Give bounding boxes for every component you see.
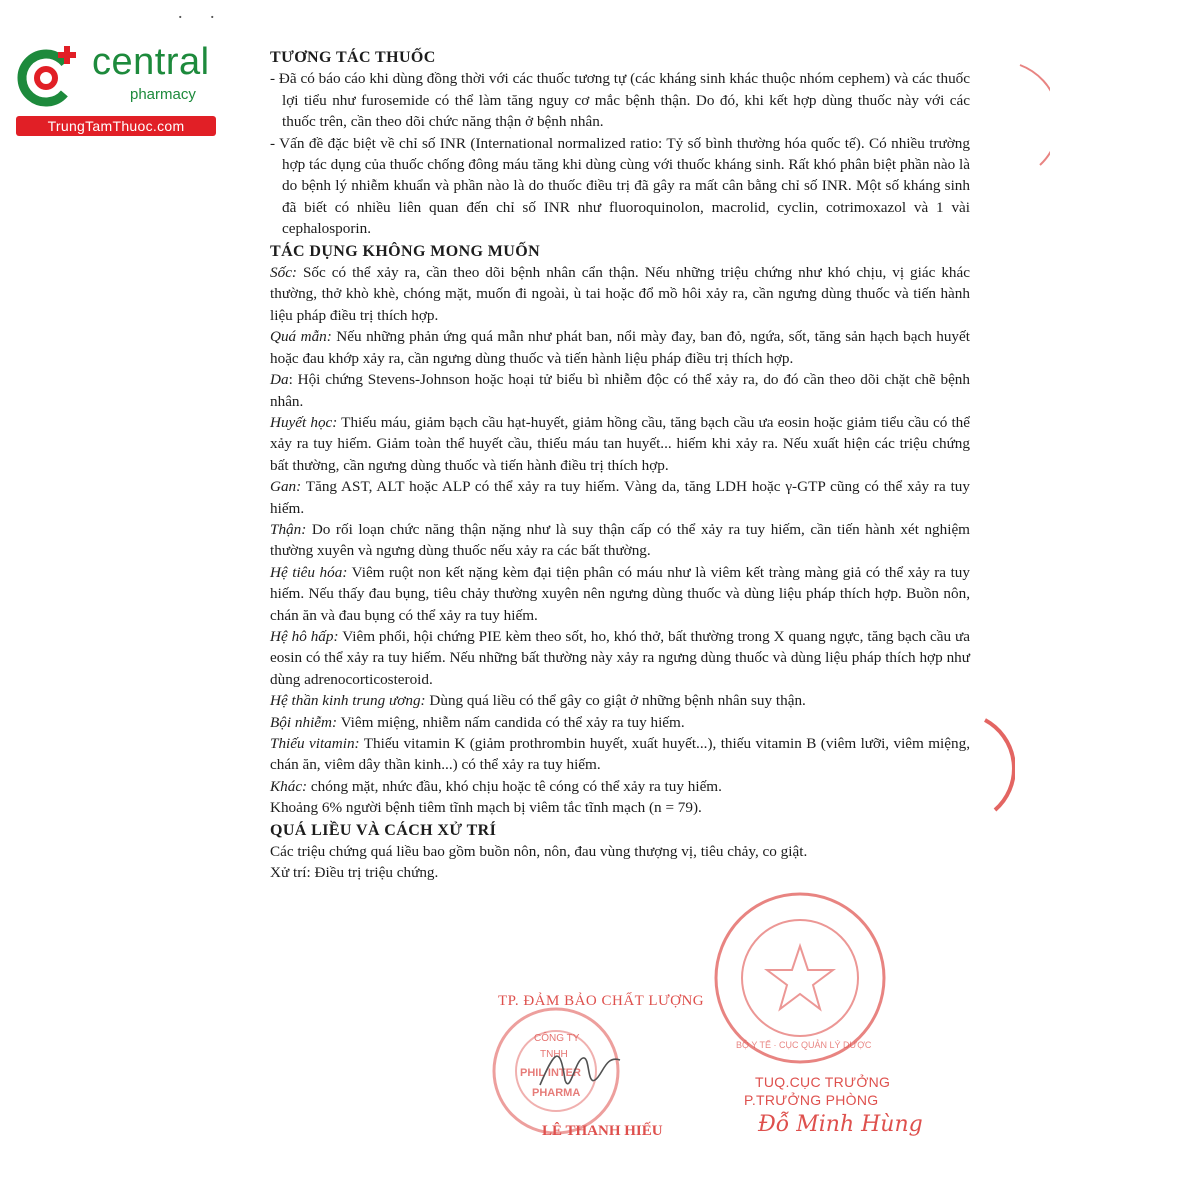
seal-company-line: PHIL INTER	[520, 1067, 581, 1079]
central-pharmacy-logo[interactable]	[8, 36, 223, 136]
side-effect-lead: Hệ thần kinh trung ương:	[270, 692, 426, 710]
ministry-seal-text: BỘ Y TẾ · CỤC QUẢN LÝ DƯỢC	[736, 1040, 872, 1050]
side-effect-item	[270, 262, 970, 326]
side-effect-lead: Khác:	[270, 777, 308, 795]
scan-dot: .	[178, 2, 183, 22]
drug-administration-stamp	[700, 880, 940, 1160]
side-effect-lead: Sốc:	[270, 264, 297, 282]
side-effect-item	[270, 712, 970, 733]
side-effect-text: Viêm miệng, nhiễm nấm candida có thể xảy ra tuy hiếm.	[337, 713, 685, 731]
section-title-overdose: QUÁ LIỀU VÀ CÁCH XỬ TRÍ	[270, 821, 497, 839]
overdose-line: Các triệu chứng quá liều bao gồm buồn nôn, nôn, đau vùng thượng vị, tiêu chảy, co giật.	[270, 843, 808, 861]
brand-subtitle: pharmacy	[130, 86, 196, 103]
side-effect-item	[270, 412, 970, 476]
section-title-interactions: TƯƠNG TÁC THUỐC	[270, 49, 436, 66]
side-effect-text: chóng mặt, nhức đầu, khó chịu hoặc tê cóng có thể xảy ra tuy hiếm.	[307, 777, 722, 795]
seal-company-line: CÔNG TY	[534, 1033, 580, 1044]
seal-company-line: TNHH	[540, 1049, 568, 1060]
interaction-bullet: - Đã có báo cáo khi dùng đồng thời với các thuốc tương tự (các kháng sinh khác thuộc nhóm cephem) và các thuốc lợi tiểu như furosemide có thể làm tăng nguy cơ mắc bệnh thận. Do đó, khi kết hợp dùng thuốc này với các thuốc trên, cần theo dõi chức năng thận ở bệnh nhân.	[270, 70, 970, 131]
authorized-signer-name: Đỗ Minh Hùng	[758, 1112, 923, 1137]
qa-title: TP. ĐẢM BẢO CHẤT LƯỢNG	[498, 993, 705, 1009]
side-effect-item	[270, 326, 970, 369]
side-effect-item	[270, 733, 970, 776]
side-effect-lead: Huyết học:	[270, 413, 338, 431]
deputy-head-title: P.TRƯỞNG PHÒNG	[744, 1092, 879, 1108]
side-effect-item	[270, 476, 970, 519]
side-effect-text: Viêm ruột non kết nặng kèm đại tiện phân có máu như là viêm kết tràng màng giả có thể xảy ra tuy hiếm. Nếu thấy đau bụng, tiêu chảy thường xuyên nên ngưng dùng thuốc và dùng liệu pháp thích hợp. Buồn nôn, chán ăn và đau bụng có thể xảy ra tuy hiếm.	[270, 563, 970, 624]
brand-website-badge: TrungTamThuoc.com	[16, 116, 216, 136]
side-effect-text: Do rối loạn chức năng thận nặng như là suy thận cấp có thể xảy ra tuy hiếm, cần tiến hành xét nghiệm thường xuyên và ngưng dùng thuốc nếu xảy ra các bất thường.	[270, 520, 970, 560]
qa-signer-name: LÊ THANH HIẾU	[542, 1123, 663, 1139]
side-effect-text: Thiếu máu, giảm bạch cầu hạt-huyết, giảm hồng cầu, tăng bạch cầu ưa eosin hoặc giảm tiểu cầu có thể xảy ra tuy hiếm. Giảm toàn thể huyết cầu, thiếu máu tan huyết... hiếm khi xảy ra. Nếu xuất hiện các triệu chứng bất thường, cần ngưng dùng thuốc và tiến hành điều trị thích hợp.	[270, 413, 970, 474]
overdose-line: Xử trí: Điều trị triệu chứng.	[270, 864, 439, 882]
side-effect-item	[270, 690, 970, 711]
document-body	[270, 46, 970, 884]
side-effect-lead: Thiếu vitamin:	[270, 735, 360, 752]
side-effect-lead: Da	[270, 371, 289, 389]
side-effect-text: : Hội chứng Stevens-Johnson hoặc hoại tử biểu bì nhiễm độc có thể xảy ra, do đó cần theo dõi chặt chẽ bệnh nhân.	[270, 371, 970, 410]
side-effect-lead: Gan:	[270, 478, 302, 496]
side-effect-item	[270, 776, 970, 797]
authorized-title: TUQ.CỤC TRƯỞNG	[755, 1074, 891, 1090]
scan-dot: .	[210, 2, 215, 22]
side-effect-item	[270, 369, 970, 412]
side-effect-item	[270, 562, 970, 626]
side-effect-note: Khoảng 6% người bệnh tiêm tĩnh mạch bị viêm tắc tĩnh mạch (n = 79).	[270, 799, 702, 817]
side-effect-lead: Hệ hô hấp:	[270, 627, 339, 645]
margin-stamp-fragment-mid-icon	[975, 715, 1015, 815]
side-effect-item	[270, 519, 970, 562]
brand-name: central	[92, 41, 210, 83]
seal-company-line: PHARMA	[532, 1087, 581, 1099]
side-effect-lead: Quá mẫn:	[270, 328, 332, 346]
side-effect-text: Thiếu vitamin K (giảm prothrombin huyết, xuất huyết...), thiếu vitamin B (viêm lưỡi, viêm miệng, chán ăn, viêm dây thần kinh...) có thể xảy ra tuy hiếm.	[270, 735, 970, 774]
side-effect-text: Viêm phổi, hội chứng PIE kèm theo sốt, ho, khó thở, bất thường trong X quang ngực, tăng bạch cầu ưa eosin có thể xảy ra tuy hiếm. Nếu những bất thường này xảy ra ngưng dùng thuốc và dùng liệu pháp thích hợp như dùng adrenocorticosteroid.	[270, 627, 970, 688]
side-effect-item	[270, 626, 970, 690]
side-effect-lead: Hệ tiêu hóa:	[270, 563, 348, 581]
side-effect-text: Sốc có thể xảy ra, cần theo dõi bệnh nhân cẩn thận. Nếu những triệu chứng như khó chịu, vị giác khác thường, thở khò khè, chóng mặt, muốn đi ngoài, ù tai hoặc đổ mồ hôi xảy ra, cần ngưng dùng thuốc và tiến hành liệu pháp điều trị thích hợp.	[270, 264, 970, 324]
side-effect-text: Nếu những phản ứng quá mẫn như phát ban, nổi mày đay, ban đỏ, ngứa, sốt, tăng sản hạch bạch huyết hoặc đau khớp xảy ra, cần ngưng dùng thuốc và tiến hành liệu pháp điều trị thích hợp.	[270, 328, 970, 367]
interaction-bullet: - Vấn đề đặc biệt về chỉ số INR (International normalized ratio: Tỷ số bình thường hóa quốc tế). Có nhiều trường hợp tác dụng của thuốc chống đông máu tăng khi dùng cùng với thuốc kháng sinh. Rất khó phân biệt phần nào là do bệnh lý nhiễm khuẩn và phần nào là do thuốc điều trị đã gây ra mất cân bằng chỉ số INR. Một số kháng sinh đã biết có nhiều liên quan đến chỉ số INR như fluoroquinolon, macrolid, cyclin, cotrimoxazol và 1 vài cephalosporin.	[270, 134, 970, 238]
side-effect-text: Tăng AST, ALT hoặc ALP có thể xảy ra tuy hiếm. Vàng da, tăng LDH hoặc γ-GTP cũng có thể xảy ra tuy hiếm.	[270, 478, 970, 517]
side-effect-lead: Bội nhiễm:	[270, 713, 338, 731]
margin-stamp-fragment-top-icon	[1010, 60, 1050, 170]
side-effect-text: Dùng quá liều có thể gây co giật ở những bệnh nhân suy thận.	[425, 692, 806, 710]
pharmacy-cross-logo-icon	[12, 40, 84, 112]
side-effect-lead: Thận:	[270, 520, 307, 538]
section-title-side-effects: TÁC DỤNG KHÔNG MONG MUỐN	[270, 242, 541, 260]
handwritten-signature-icon	[535, 1040, 625, 1100]
